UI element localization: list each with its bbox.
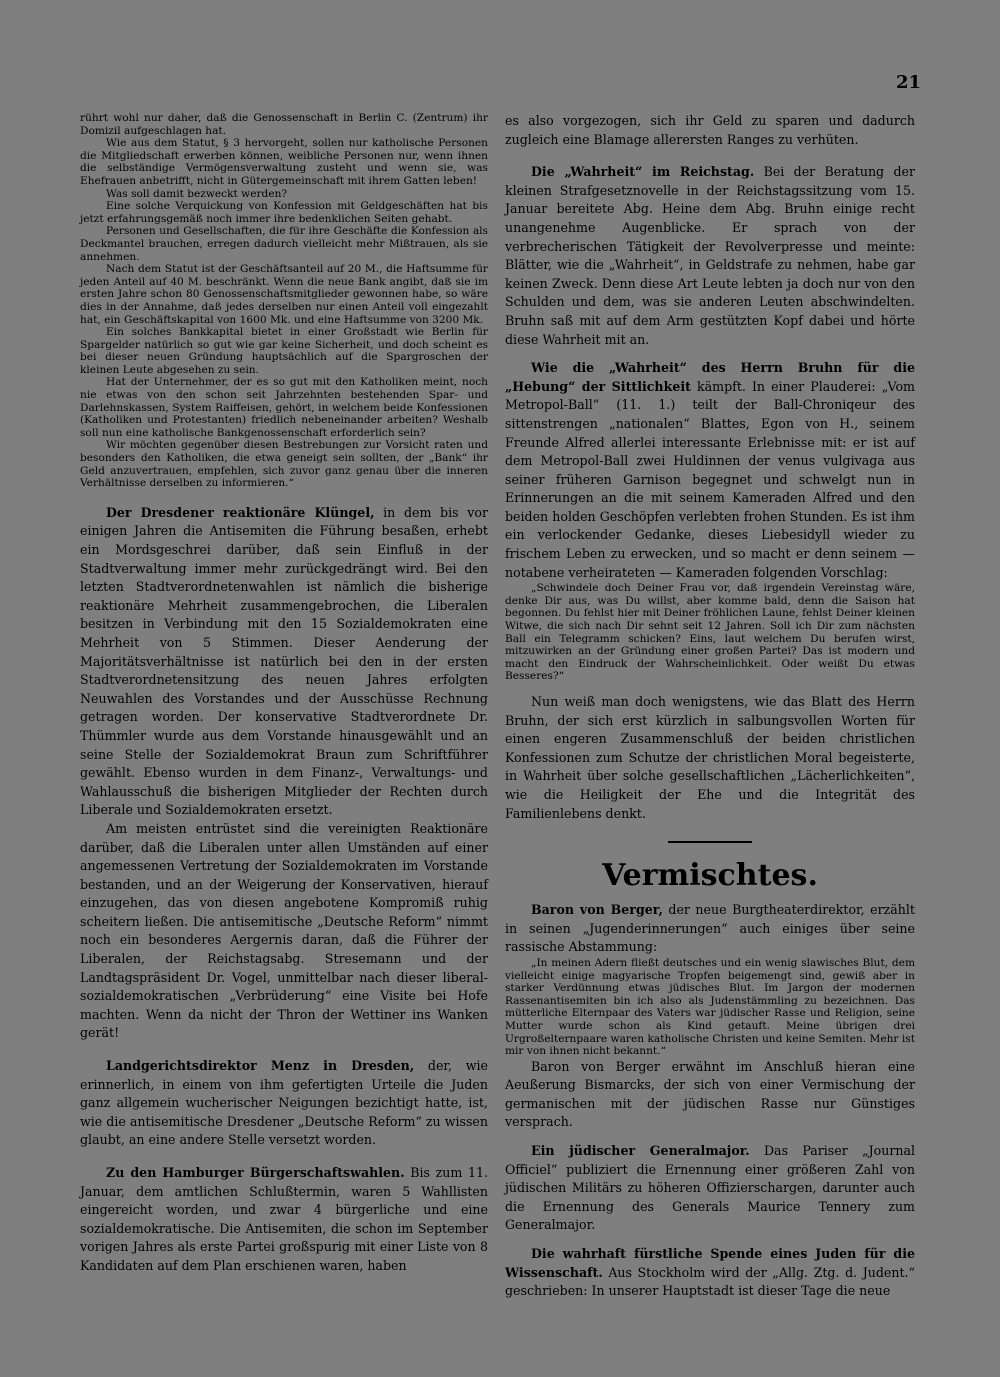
page-number: 21 bbox=[896, 72, 922, 93]
paragraph: es also vorgezogen, sich ihr Geld zu sparen und dadurch zugleich eine Blamage allerersten Ranges zu verhüten. bbox=[505, 113, 915, 147]
right-column bbox=[505, 112, 915, 1301]
left-column bbox=[80, 112, 488, 1276]
article-berger bbox=[505, 901, 915, 957]
article-text: Aus Stockholm wird der „Allg. Ztg. d. Judent.“ geschrieben: In unserer Hauptstadt ist dieser Tage die neue bbox=[505, 1264, 915, 1299]
article-wahrheit bbox=[505, 163, 915, 349]
paragraph: Baron von Berger erwähnt im Anschluß hieran eine Aeußerung Bismarcks, der sich von einer Vermischung der germanischen mit der jüdischen Rasse nur Günstiges versprach. bbox=[505, 1058, 915, 1130]
article-text: Bis zum 11. Januar, dem amtlichen Schlußtermin, waren 5 Wahllisten eingereicht worden, und zwar 4 bürgerliche und eine sozialdemokratische. Die Antisemiten, die schon im September vorigen Jahres als erste Partei großspurig mit einer Liste von 8 Kandidaten auf dem Plan erschienen waren, haben bbox=[80, 1165, 488, 1273]
article-text: Bei der Beratung der kleinen Strafgesetznovelle in der Reichstagssitzung vom 15. Januar bereitete Abg. Heine dem Abg. Bruhn einige recht unangenehme Augenblicke. Er sprach von der verbrecherischen Tätigkeit der Revolverpresse und meinte: Blätter, wie die „Wahrheit“, in Geldstrafe zu nehmen, habe gar keinen Zweck. Denn diese Art Leute lebten ja doch nur von den Schulden und dem, was sie anderen Leuten abschwindelten. Bruhn saß mit auf dem Arm gestützten Kopf dabei und hörte diese Wahrheit mit an. bbox=[505, 164, 915, 347]
section-divider bbox=[668, 841, 752, 843]
article-heading: Die wahrhaft fürstliche Spende eines Juden für die Wissenschaft. bbox=[505, 1246, 915, 1280]
paragraph: Ein solches Bankkapital bietet in einer Großstadt wie Berlin für Spargelder natürlich so gut wie gar keine Sicherheit, und doch scheint es bei dieser neuen Gründung hauptsächlich auf die Spargroschen der kleinen Leute abgesehen zu sein. bbox=[80, 326, 488, 376]
article-heading: Zu den Hamburger Bürgerschaftswahlen. bbox=[106, 1165, 405, 1180]
article-hamburg bbox=[80, 1164, 488, 1276]
paragraph: Hat der Unternehmer, der es so gut mit den Katholiken meint, noch nie etwas von den schon seit Jahrzehnten bestehenden Spar- und Darlehnskassen, System Raiffeisen, gehört, in welchem beide Konfessionen (Katholiken und Protestanten) friedlich nebeneinander arbeiten? Weshalb soll nun eine katholische Bankgenossenschaft erforderlich sein? bbox=[80, 376, 488, 439]
paragraph: Was soll damit bezweckt werden? bbox=[106, 187, 288, 200]
paragraph: Am meisten entrüstet sind die vereinigten Reaktionäre darüber, daß die Liberalen unter allen Umständen auf einer angemessenen Vertretung der Sozialdemokraten im Vorstande bestanden, und an der Weigerung der Konservativen, hierauf einzugehen, das von diesen angebotene Kompromiß ruhig scheitern ließen. Die antisemitische „Deutsche Reform“ nimmt noch ein besonderes Aergernis daran, daß die Führer der Liberalen, der Reichstagsabg. Stresemann und der Landtagspräsident Dr. Vogel, unmittelbar nach dieser liberal-sozialdemokratischen „Verbrüderung“ eine Visite bei Hofe machten. Wenn da nicht der Thron der Wettiner ins Wanken gerät! bbox=[80, 820, 488, 1041]
article-text: Das Pariser „Journal Officiel“ publiziert die Ernennung einer größeren Zahl von jüdischen Militärs zu höheren Offizierschargen, darunter auch die Ernennung des Generals Maurice Tennery zum Generalmajor. bbox=[505, 1143, 915, 1233]
paragraph: Personen und Gesellschaften, die für ihre Geschäfte die Konfession als Deckmantel brauchen, erregen dadurch vielleicht mehr Mißtrauen, als sie annehmen. bbox=[80, 225, 488, 263]
article-text: in dem bis vor einigen Jahren die Antisemiten die Führung besaßen, erhebt ein Mordsgeschrei darüber, daß sein Einfluß in der Stadtverwaltung immer mehr zurückgedrängt wird. Bei den letzten Stadtverordnetenwahlen ist nämlich die bisherige reaktionäre Mehrheit zusammengebrochen, die Liberalen besitzen in Verbindung mit den 15 Sozialdemokraten eine Mehrheit von 5 Stimmen. Dieser Aenderung der Majoritätsverhältnisse ist natürlich bei den in der ersten Stadtverordnetensitzung des neuen Jahres erfolgten Neuwahlen des Vorstandes und der Ausschüsse Rechnung getragen worden. Der konservative Stadtverordnete Dr. Thümmler wurde aus dem Vorstande hinausgewählt und an seine Stelle der Sozialdemokrat Braun zum Schriftführer gewählt. Ebenso wurden in dem Finanz-, Verwaltungs- und Wahlausschuß die bisherigen Mitglieder der Rechten durch Liberale und Sozialdemokraten ersetzt. bbox=[80, 504, 488, 818]
article-text: der, wie erinnerlich, in einem von ihm gefertigten Urteile die Juden ganz allgemein wucherischer Neigungen bezichtigt hatte, ist, wie die antisemitische Dresdener „Deutsche Reform“ zu wissen glaubt, an eine andere Stelle versetzt worden. bbox=[80, 1058, 488, 1148]
article-heading: Der Dresdener reaktionäre Klüngel, bbox=[106, 504, 375, 520]
section-title: Vermischtes. bbox=[602, 858, 818, 894]
article-spende bbox=[505, 1245, 915, 1301]
paragraph: Nun weiß man doch wenigstens, wie das Blatt des Herrn Bruhn, der sich erst kürzlich in salbungsvollen Worten für einen engeren Zusammenschluß der beiden christlichen Konfessionen zum Schutze der christlichen Moral begeisterte, in Wahrheit über solche gesellschaftlichen „Lächerlichkeiten“, wie die Heiligkeit der Ehe und die Integrität des Familienlebens denkt. bbox=[505, 694, 915, 821]
article-heading: Wie die „Wahrheit“ des Herrn Bruhn für die „Hebung“ der Sittlichkeit bbox=[505, 360, 915, 394]
article-text: der neue Burgtheaterdirektor, erzählt in seinen „Jugenderinnerungen“ auch einiges über seine rassische Abstammung: bbox=[505, 902, 915, 955]
article-heading: Landgerichtsdirektor Menz in Dresden, bbox=[106, 1058, 415, 1074]
article-hebung bbox=[505, 359, 915, 582]
article-dresden bbox=[80, 504, 488, 820]
article-menz bbox=[80, 1057, 488, 1150]
article-heading: Ein jüdischer Generalmajor. bbox=[531, 1143, 750, 1159]
article-heading: Baron von Berger, bbox=[531, 902, 663, 918]
paragraph: Eine solche Verquickung von Konfession mit Geldgeschäften hat bis jetzt erfahrungsgemäß noch immer ihre bedenklichen Seiten gehabt. bbox=[80, 200, 488, 225]
article-general bbox=[505, 1142, 915, 1235]
quote: „In meinen Adern fließt deutsches und ein wenig slawisches Blut, dem vielleicht einige magyarische Tropfen beigemengt sind, gewiß aber in starker Verdünnung etwas jüdisches Blut. Im Jargon der modernen Rassenantisemiten bin ich also als Judenstämmling zu bezeichnen. Das mütterliche Elternpaar des Vaters war jüdischer Rasse und Religion, seine Mutter wurde schon als Kind getauft. Meine übrigen drei Urgroßelternpaare waren katholische Christen und keine Semiten. Mehr ist mir von ihnen nicht bekannt.“ bbox=[505, 956, 915, 1058]
quote: „Schwindele doch Deiner Frau vor, daß irgendein Vereinstag wäre, denke Dir aus, was Du willst, aber komme bald, denn die Saison hat begonnen. Du fehlst hier mit Deiner fröhlichen Laune, fehlst Deiner kleinen Witwe, die sich nach Dir sehnt seit 12 Jahren. Soll ich Dir zum nächsten Ball ein Telegramm schicken? Eins, laut welchem Du berufen wirst, mitzuwirken an der Gründung einer großen Partei? Das ist modern und macht den Eindruck der Wahrscheinlichkeit. Oder weißt Du etwas Besseres?“ bbox=[505, 582, 915, 683]
paragraph: Wir möchten gegenüber diesen Bestrebungen zur Vorsicht raten und besonders den Katholiken, die etwa geneigt sein sollten, der „Bank“ ihr Geld anzuvertrauen, empfehlen, sich zuvor ganz genau über die inneren Verhältnisse derselben zu informieren.“ bbox=[80, 439, 488, 490]
paragraph: Wie aus dem Statut, § 3 hervorgeht, sollen nur katholische Personen die Mitgliedschaft erwerben können, weibliche Personen nur, wenn ihnen die selbständige Vermögensverwaltung zusteht und wenn sie, was Ehefrauen anbetrifft, nicht in Gütergemeinschaft mit ihrem Gatten leben! bbox=[80, 137, 488, 187]
paragraph: rührt wohl nur daher, daß die Genossenschaft in Berlin C. (Zentrum) ihr Domizil aufgeschlagen hat. bbox=[80, 112, 488, 137]
article-heading: Die „Wahrheit“ im Reichstag. bbox=[531, 164, 755, 180]
paragraph: Nach dem Statut ist der Geschäftsanteil auf 20 M., die Haftsumme für jeden Anteil auf 40 M. beschränkt. Wenn die neue Bank angibt, daß sie im ersten Jahre schon 80 Genossenschaftsmitglieder gewonnen habe, so wäre dies in der Annahme, daß jedes derselben nur einen Anteil voll eingezahlt hat, ein Geschäftskapital von 1600 Mk. und eine Haftsumme von 3200 Mk. bbox=[80, 263, 488, 326]
article-text: kämpft. In einer Plauderei: „Vom Metropol-Ball“ (11. 1.) teilt der Ball-Chroniqeur des sittenstrengen „nationalen“ Blattes, Egon von H., seinem Freunde Alfred allerlei interessante Erlebnisse mit: er ist auf dem Metropol-Ball zwei Huldinnen der venus vulgivaga aus seiner früheren Garnison begegnet und schwelgt nun in Erinnerungen an die mit seinem Kameraden Alfred und den beiden holden Geschöpfen verlebten frohen Stunden. Es ist ihm ein verlockender Gedanke, dieses Liebesidyll wieder zu frischem Leben zu erwecken, und so macht er denn seinem — notabene verheirateten — Kameraden folgenden Vorschlag: bbox=[505, 378, 915, 580]
